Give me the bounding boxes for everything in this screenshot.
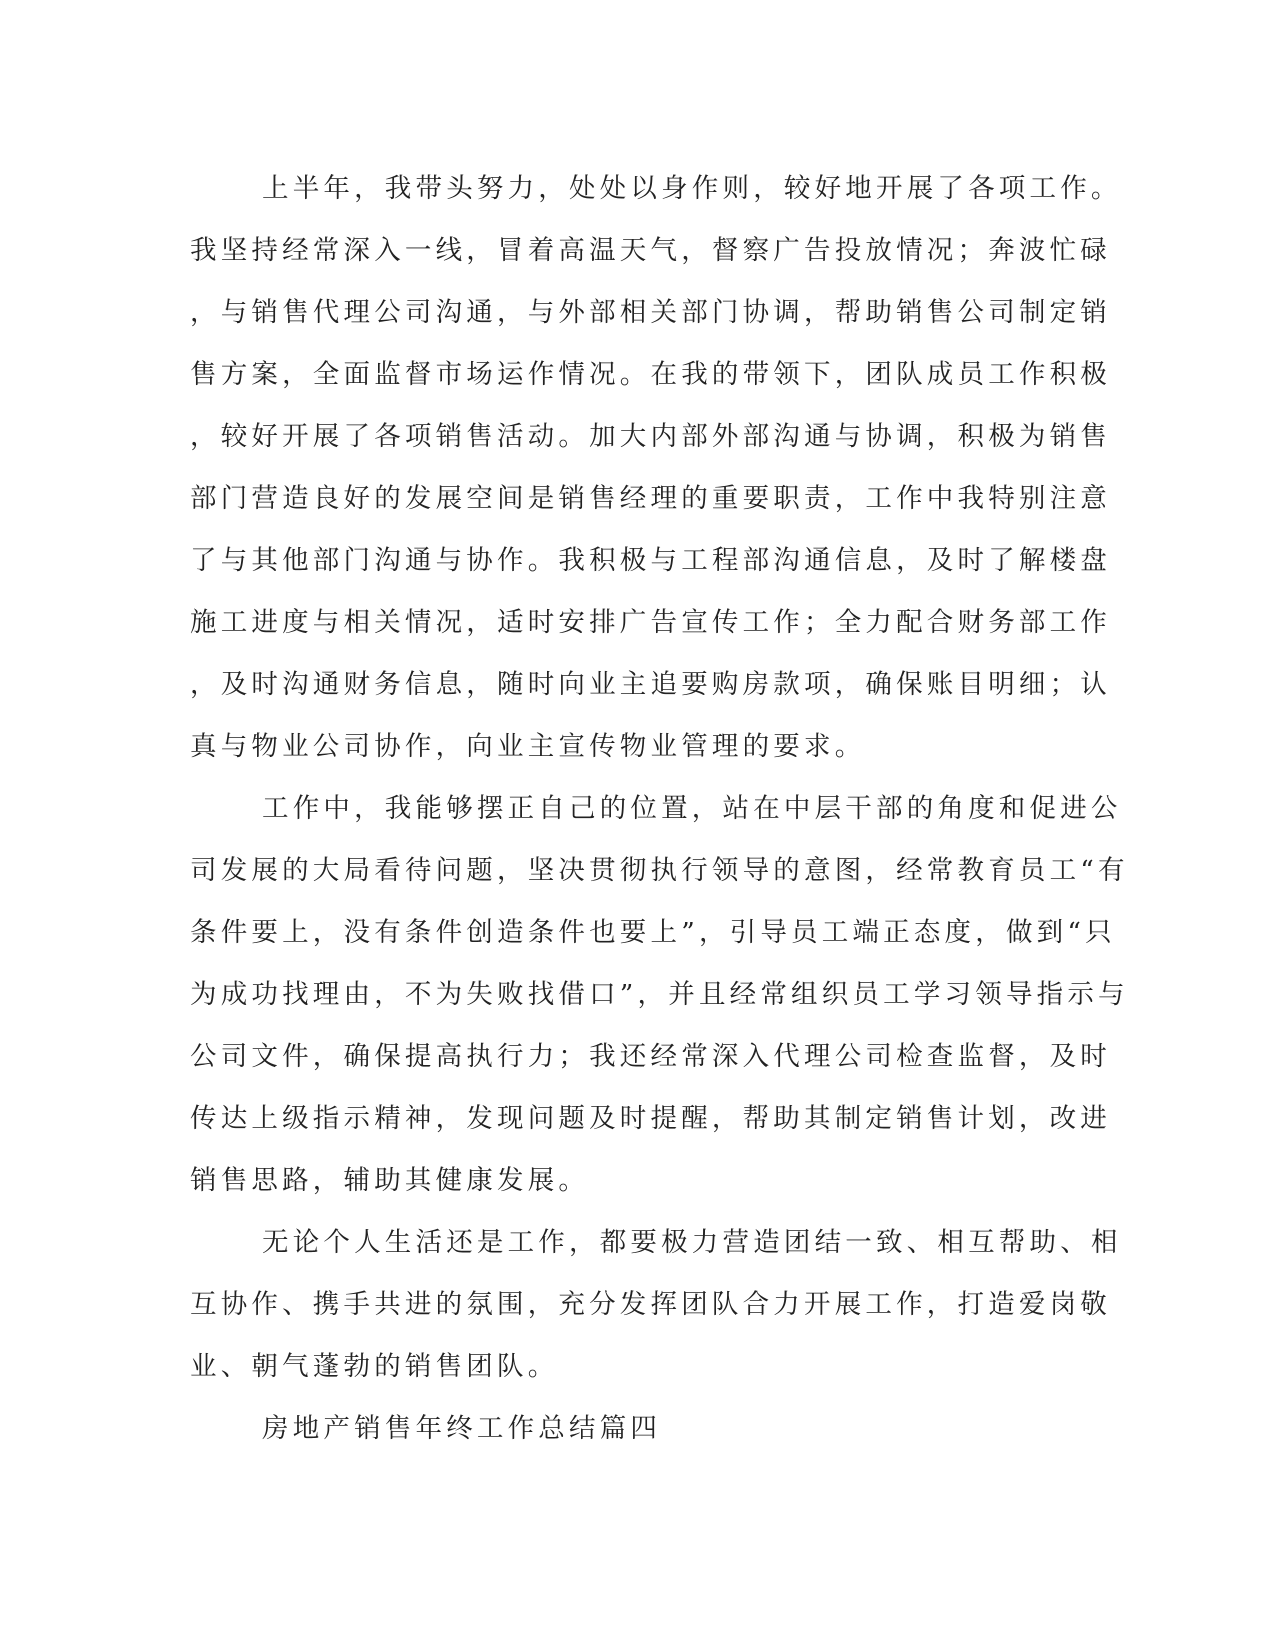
paragraph-2-line-3: 条件要上，没有条件创造条件也要上”，引导员工端正态度，做到“只: [190, 917, 1116, 948]
paragraph-3-line-1: 无论个人生活还是工作，都要极力营造团结一致、相互帮助、相: [262, 1227, 1122, 1258]
paragraph-2-line-5: 公司文件，确保提高执行力；我还经常深入代理公司检查监督，及时: [190, 1041, 1111, 1072]
paragraph-1-line-6: 部门营造良好的发展空间是销售经理的重要职责，工作中我特别注意: [190, 483, 1111, 514]
paragraph-1-line-1: 上半年，我带头努力，处处以身作则，较好地开展了各项工作。: [262, 173, 1122, 204]
paragraph-1-line-3: ，与销售代理公司沟通，与外部相关部门协调，帮助销售公司制定销: [190, 297, 1111, 328]
paragraph-2-line-2: 司发展的大局看待问题，坚决贯彻执行领导的意图，经常教育员工“有: [190, 855, 1129, 886]
paragraph-1-line-9: ，及时沟通财务信息，随时向业主追要购房款项，确保账目明细；认: [190, 669, 1111, 700]
paragraph-1-line-2: 我坚持经常深入一线，冒着高温天气，督察广告投放情况；奔波忙碌: [190, 235, 1111, 266]
paragraph-1-line-4: 售方案，全面监督市场运作情况。在我的带领下，团队成员工作积极: [190, 359, 1111, 390]
paragraph-2-line-7: 销售思路，辅助其健康发展。: [190, 1165, 590, 1196]
paragraph-2-line-6: 传达上级指示精神，发现问题及时提醒，帮助其制定销售计划，改进: [190, 1103, 1111, 1134]
paragraph-3-line-2: 互协作、携手共进的氛围，充分发挥团队合力开展工作，打造爱岗敬: [190, 1289, 1111, 1320]
paragraph-2-line-4: 为成功找理由，不为失败找借口”，并且经常组织员工学习领导指示与: [190, 979, 1129, 1010]
paragraph-1-line-5: ，较好开展了各项销售活动。加大内部外部沟通与协调，积极为销售: [190, 421, 1111, 452]
paragraph-2-line-1: 工作中，我能够摆正自己的位置，站在中层干部的角度和促进公: [262, 793, 1122, 824]
section-heading: 房地产销售年终工作总结篇四: [262, 1413, 662, 1444]
document-body: [190, 158, 1129, 1460]
paragraph-1-line-7: 了与其他部门沟通与协作。我积极与工程部沟通信息，及时了解楼盘: [190, 545, 1111, 576]
paragraph-1-line-10: 真与物业公司协作，向业主宣传物业管理的要求。: [190, 731, 866, 762]
paragraph-3-line-3: 业、朝气蓬勃的销售团队。: [190, 1351, 559, 1382]
paragraph-1-line-8: 施工进度与相关情况，适时安排广告宣传工作；全力配合财务部工作: [190, 607, 1111, 638]
